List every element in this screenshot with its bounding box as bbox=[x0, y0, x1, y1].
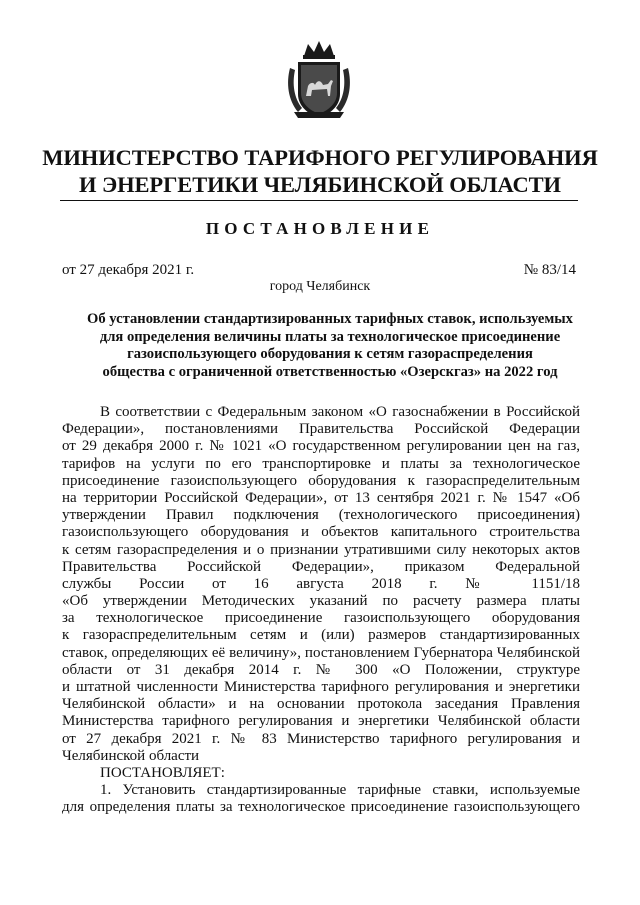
resolve-word: ПОСТАНОВЛЯЕТ: bbox=[100, 764, 225, 781]
body-line: утверждении Правил подключения (технологического присоединения) bbox=[62, 507, 580, 524]
body-line: Челябинской области bbox=[62, 747, 200, 764]
body-line: к газораспределительным сетям и (или) размеров стандартизированных bbox=[62, 627, 580, 644]
body-line: ставок, определяющих её величину», постановлением Губернатора Челябинской bbox=[62, 644, 580, 661]
document-title bbox=[70, 311, 590, 381]
title-line: общества с ограниченной ответственностью «Озерскгаз» на 2022 год bbox=[102, 363, 558, 380]
body-line: Министерства тарифного регулирования и энергетики Челябинской области bbox=[62, 713, 580, 730]
document-date: от 27 декабря 2021 г. bbox=[62, 262, 195, 278]
body-line: и штатной численности Министерства тарифного регулирования и энергетики bbox=[62, 679, 580, 695]
document-body bbox=[62, 404, 580, 817]
document-number: № 83/14 bbox=[523, 262, 576, 278]
body-line: от 29 декабря 2000 г. № 1021 «О государственном регулировании цен на газ, bbox=[62, 438, 580, 455]
body-line: газоиспользующего оборудования и объектов капитального строительства bbox=[62, 524, 580, 541]
body-line: Правительства Российской Федерации», приказом Федеральной bbox=[62, 558, 580, 575]
body-line: на территории Российской Федерации», от 13 сентября 2021 г. № 1547 «Об bbox=[62, 489, 580, 506]
body-line: «Об утверждении Методических указаний по расчету размера платы bbox=[62, 593, 580, 610]
body-line: Федерации», постановлениями Правительства Российской Федерации bbox=[62, 421, 580, 438]
body-line: Челябинской области» и на основании протокола заседания Правления bbox=[62, 696, 580, 713]
title-line: для определения величины платы за технологическое присоединение bbox=[99, 328, 561, 345]
document-city: город Челябинск bbox=[269, 279, 371, 294]
title-line: газоиспользующего оборудования к сетям газораспределения bbox=[127, 346, 533, 362]
body-line: области от 31 декабря 2014 г. № 300 «О Положении, структуре bbox=[62, 661, 580, 678]
body-line: службы России от 16 августа 2018 г. № 1151/18 bbox=[62, 575, 580, 592]
body-line: от 27 декабря 2021 г. № 83 Министерство тарифного регулирования и bbox=[62, 730, 580, 747]
body-line: за технологическое присоединение газоиспользующего оборудования bbox=[62, 610, 580, 627]
body-line: тарифов на услуги по его транспортировке и платы за технологическое bbox=[62, 455, 580, 472]
header-divider bbox=[60, 200, 578, 201]
ministry-name bbox=[40, 144, 600, 198]
title-line: Об установлении стандартизированных тарифных ставок, используемых bbox=[87, 311, 573, 327]
document-type: ПОСТАНОВЛЕНИЕ bbox=[205, 219, 435, 238]
coat-of-arms-icon bbox=[284, 38, 354, 122]
item-line: для определения платы за технологическое присоединение газоиспользующего bbox=[62, 799, 580, 816]
body-line: В соответствии с Федеральным законом «О газоснабжении в Российской bbox=[100, 404, 580, 420]
item-line: 1. Установить стандартизированные тарифные ставки, используемые bbox=[100, 782, 580, 799]
ministry-line-1: МИНИСТЕРСТВО ТАРИФНОГО РЕГУЛИРОВАНИЯ bbox=[42, 145, 598, 170]
body-line: к сетям газораспределения и о признании утратившими силу некоторых актов bbox=[62, 541, 580, 558]
body-line: присоединение газоиспользующего оборудования к газораспределительным bbox=[62, 472, 580, 489]
ministry-line-2: И ЭНЕРГЕТИКИ ЧЕЛЯБИНСКОЙ ОБЛАСТИ bbox=[79, 172, 561, 197]
